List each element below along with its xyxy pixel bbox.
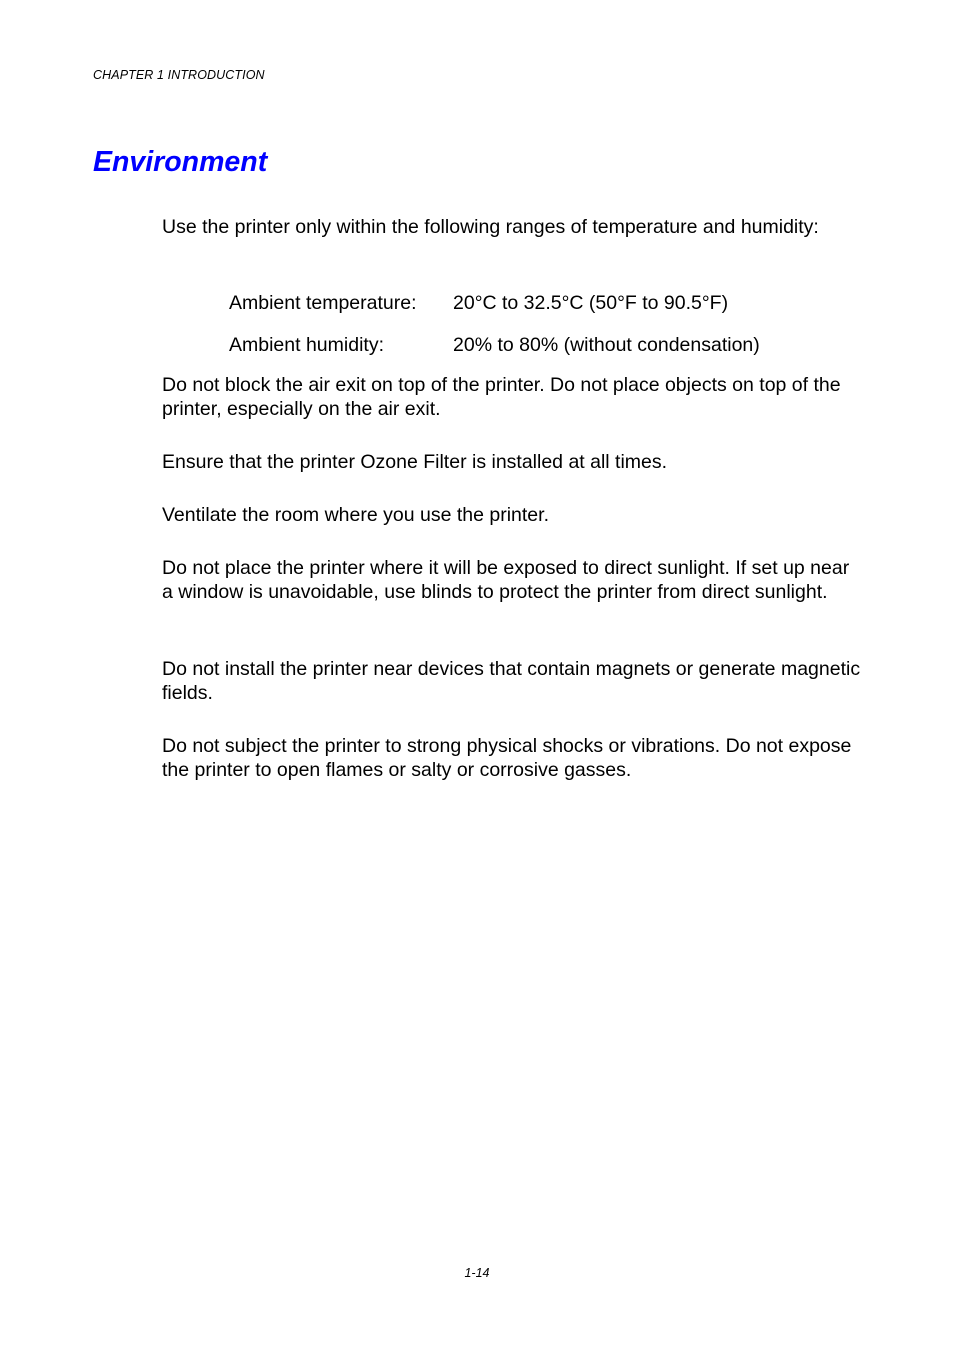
paragraph-sunlight: Do not place the printer where it will be exposed to direct sunlight. If set up near a window is unavoidable, use blinds to protect the printer from direct sunlight. — [162, 557, 850, 603]
running-header: CHAPTER 1 INTRODUCTION — [93, 68, 265, 82]
paragraph-ventilation: Ventilate the room where you use the printer. — [162, 504, 549, 526]
page-number: 1-14 — [464, 1266, 490, 1280]
spec-label: Ambient temperature: — [229, 292, 417, 314]
paragraph-air-exit: Do not block the air exit on top of the printer. Do not place objects on top of the printer, especially on the air exit. — [162, 374, 841, 420]
spec-row-humidity — [229, 333, 760, 357]
intro-paragraph: Use the printer only within the following ranges of temperature and humidity: — [162, 216, 819, 238]
spec-value: 20°C to 32.5°C (50°F to 90.5°F) — [453, 292, 729, 314]
paragraph-ozone-filter: Ensure that the printer Ozone Filter is installed at all times. — [162, 451, 668, 473]
paragraph-shocks: Do not subject the printer to strong physical shocks or vibrations. Do not expose the printer to open flames or salty or corrosive gasses. — [162, 735, 852, 781]
paragraph-magnets: Do not install the printer near devices that contain magnets or generate magnetic fields. — [162, 658, 861, 704]
spec-row-temperature — [229, 291, 728, 315]
section-title: Environment — [93, 146, 268, 178]
spec-label: Ambient humidity: — [229, 334, 384, 356]
spec-value: 20% to 80% (without condensation) — [453, 334, 760, 356]
